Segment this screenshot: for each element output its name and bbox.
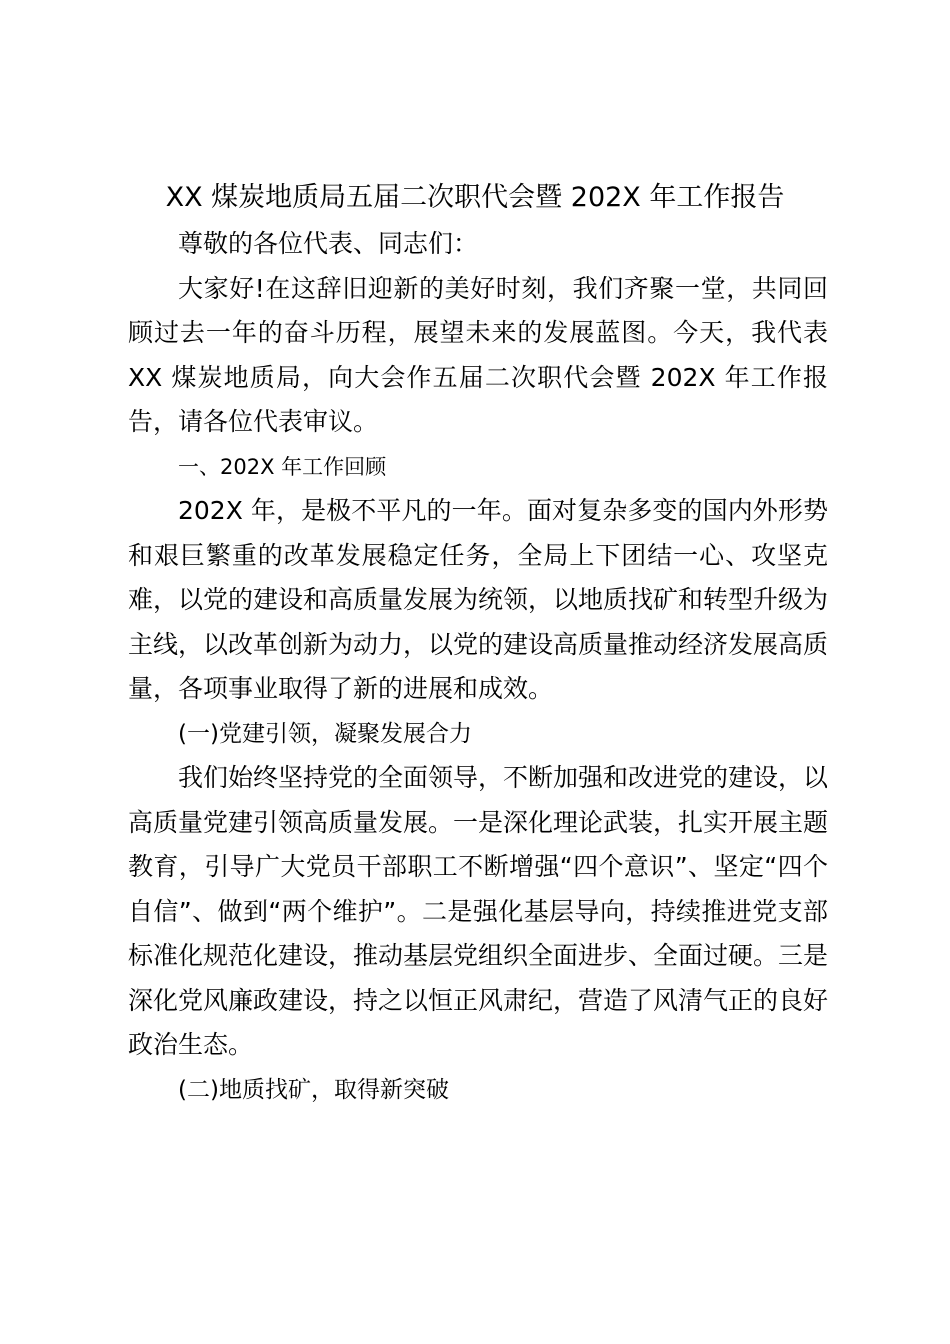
- intro-paragraph: 大家好!在这辞旧迎新的美好时刻，我们齐聚一堂，共同回顾过去一年的奋斗历程，展望未来的发展蓝图。今天，我代表 XX 煤炭地质局，向大会作五届二次职代会暨 202X 年工作报告，请各位代表审议。: [128, 273, 828, 436]
- review-paragraph: 202X 年，是极不平凡的一年。面对复杂多变的国内外形势和艰巨繁重的改革发展稳定任务，全局上下团结一心、攻坚克难，以党的建设和高质量发展为统领，以地质找矿和转型升级为主线，以改革创新为动力，以党的建设高质量推动经济发展高质量，各项事业取得了新的进展和成效。: [128, 496, 829, 703]
- party-building-paragraph: 我们始终坚持党的全面领导，不断加强和改进党的建设，以高质量党建引领高质量发展。一是深化理论武装，扎实开展主题教育，引导广大党员干部职工不断增强“四个意识”、坚定“四个自信”、做到“两个维护”。二是强化基层导向，持续推进党支部标准化规范化建设，推动基层党组织全面进步、全面过硬。三是深化党风廉政建设，持之以恒正风肃纪，营造了风清气正的良好政治生态。: [128, 763, 829, 1059]
- subsection-heading-party-building: (一)党建引领，凝聚发展合力: [178, 720, 472, 747]
- document-body: [128, 222, 828, 1112]
- document-title: XX 煤炭地质局五届二次职代会暨 202X 年工作报告: [165, 182, 785, 213]
- subsection-heading-geology: (二)地质找矿，取得新突破: [178, 1076, 449, 1103]
- salutation: 尊敬的各位代表、同志们：: [178, 229, 479, 258]
- section-heading-review: 一、202X 年工作回顾: [178, 454, 387, 479]
